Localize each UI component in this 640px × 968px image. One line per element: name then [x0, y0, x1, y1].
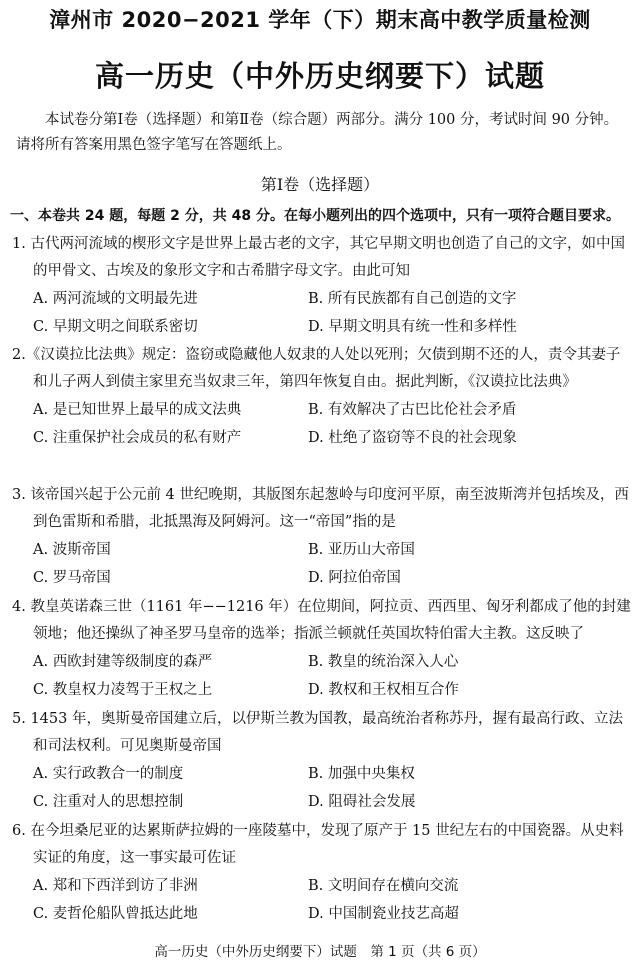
option-row [12, 872, 632, 900]
option-d: D. 阻碍社会发展 [308, 794, 416, 810]
option-c: C. 早期文明之间联系密切 [33, 319, 198, 335]
question-stem: 1. 古代两河流域的楔形文字是世界上最古老的文字，其它早期文明也创造了自己的文字，如中国的甲骨文、古埃及的象形文字和古希腊字母文字。由此可知 [12, 236, 625, 279]
option-b: B. 文明间存在横向交流 [308, 878, 459, 894]
option-c: C. 麦哲伦船队曾抵达此地 [33, 906, 198, 922]
option-row [12, 396, 632, 424]
option-row [12, 648, 632, 676]
option-a: A. 西欧封建等级制度的森严 [33, 654, 213, 670]
option-row [12, 424, 632, 452]
option-b: B. 加强中央集权 [308, 766, 415, 782]
option-c: C. 注重保护社会成员的私有财产 [33, 430, 242, 446]
question-4 [12, 594, 632, 704]
option-c: C. 罗马帝国 [33, 570, 111, 586]
option-row [12, 313, 632, 341]
option-d: D. 早期文明具有统一性和多样性 [308, 319, 517, 335]
question-2 [12, 342, 632, 452]
section-heading: 一、本卷共 24 题，每题 2 分，共 48 分。在每小题列出的四个选项中，只有一项符合题目要求。 [10, 208, 620, 224]
option-row [12, 788, 632, 816]
option-row [12, 900, 632, 928]
question-stem: 6. 在今坦桑尼亚的达累斯萨拉姆的一座陵墓中，发现了原产于 15 世纪左右的中国瓷器。从史料实证的角度，这一事实最可佐证 [12, 823, 624, 866]
question-3 [12, 482, 632, 592]
exam-instructions: 本试卷分第Ⅰ卷（选择题）和第Ⅱ卷（综合题）两部分。满分 100 分，考试时间 90 分钟。请将所有答案用黑色签字笔写在答题纸上。 [16, 112, 619, 153]
option-c: C. 注重对人的思想控制 [33, 794, 184, 810]
option-row [12, 536, 632, 564]
option-row [12, 285, 632, 313]
option-d: D. 教权和王权相互合作 [308, 682, 459, 698]
question-stem: 3. 该帝国兴起于公元前 4 世纪晚期，其版图东起葱岭与印度河平原，南至波斯湾并包括埃及，西到色雷斯和希腊，北抵黑海及阿姆河。这一“帝国”指的是 [12, 487, 629, 530]
option-a: A. 实行政教合一的制度 [33, 766, 184, 782]
page-footer: 高一历史（中外历史纲要下）试题 第 1 页（共 6 页） [154, 944, 486, 960]
question-stem: 2.《汉谟拉比法典》规定：盗窃或隐藏他人奴隶的人处以死刑；欠债到期不还的人，责令其妻子和儿子两人到债主家里充当奴隶三年，第四年恢复自由。据此判断，《汉谟拉比法典》 [12, 347, 621, 390]
question-5 [12, 706, 632, 816]
option-b: B. 有效解决了古巴比伦社会矛盾 [308, 402, 517, 418]
option-b: B. 所有民族都有自己创造的文字 [308, 291, 517, 307]
option-b: B. 亚历山大帝国 [308, 542, 415, 558]
question-1 [12, 231, 632, 341]
option-c: C. 教皇权力凌驾于王权之上 [33, 682, 213, 698]
option-a: A. 郑和下西洋到访了非洲 [33, 878, 198, 894]
part-heading: 第Ⅰ卷（选择题） [260, 175, 380, 194]
exam-header: 漳州市 2020−2021 学年（下）期末高中教学质量检测 [49, 8, 591, 32]
exam-title: 高一历史（中外历史纲要下）试题 [94, 59, 545, 93]
option-a: A. 波斯帝国 [33, 542, 111, 558]
question-stem: 4. 教皇英诺森三世（1161 年−−1216 年）在位期间，阿拉贡、西西里、匈牙利都成了他的封建领地；他还操纵了神圣罗马皇帝的选举；指派兰顿就任英国坎特伯雷大主教。这反映了 [12, 599, 631, 642]
option-a: A. 是已知世界上最早的成文法典 [33, 402, 242, 418]
option-row [12, 564, 632, 592]
option-d: D. 阿拉伯帝国 [308, 570, 401, 586]
option-row [12, 676, 632, 704]
option-row [12, 760, 632, 788]
option-d: D. 中国制瓷业技艺高超 [308, 906, 459, 922]
option-d: D. 杜绝了盗窃等不良的社会现象 [308, 430, 517, 446]
option-a: A. 两河流域的文明最先进 [33, 291, 198, 307]
question-stem: 5. 1453 年，奥斯曼帝国建立后，以伊斯兰教为国教，最高统治者称苏丹，握有最高行政、立法和司法权利。可见奥斯曼帝国 [12, 711, 623, 754]
option-b: B. 教皇的统治深入人心 [308, 654, 459, 670]
question-6 [12, 818, 632, 928]
